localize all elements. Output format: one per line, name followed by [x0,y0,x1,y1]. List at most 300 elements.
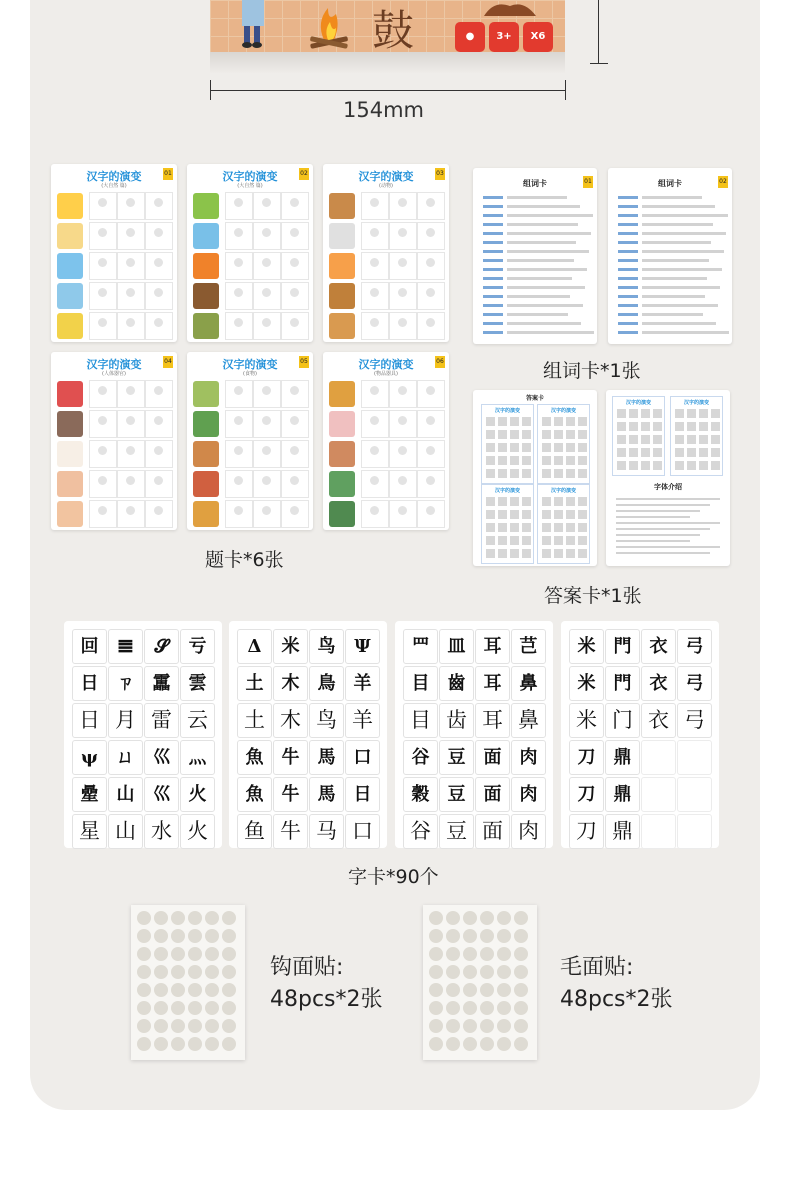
answer-slot[interactable] [417,192,445,220]
answer-mini-cell [498,523,507,532]
char-card[interactable]: 穀 [403,777,438,812]
answer-slot[interactable] [281,222,309,250]
word-line-tag [618,250,638,253]
answer-slot[interactable] [389,222,417,250]
answer-slot[interactable] [253,470,281,498]
answer-mini-cell [522,523,531,532]
answer-slot[interactable] [225,440,253,468]
word-line-tag [483,286,503,289]
char-card[interactable]: 肉 [511,814,546,849]
answer-slot[interactable] [253,410,281,438]
char-card[interactable]: 马 [309,814,344,849]
char-card[interactable]: 馬 [309,740,344,775]
sticker-dot [205,1001,219,1015]
answer-slot[interactable] [145,380,173,408]
answer-slot[interactable] [253,440,281,468]
answer-slot[interactable] [389,312,417,340]
answer-mini-cell [617,409,626,418]
char-card[interactable]: 日 [72,666,107,701]
answer-slot[interactable] [253,500,281,528]
answer-slot[interactable] [361,312,389,340]
answer-slot[interactable] [225,222,253,250]
char-card[interactable]: 山 [108,777,143,812]
char-card[interactable]: 靁 [144,666,179,701]
answer-slot[interactable] [389,282,417,310]
picture-icon [329,193,355,219]
answer-mini-cell [486,549,495,558]
char-card[interactable]: 木 [273,703,308,738]
answer-slot[interactable] [417,222,445,250]
char-card[interactable]: 門 [605,629,640,664]
answer-mini-cell [498,417,507,426]
answer-slot[interactable] [145,222,173,250]
answer-slot[interactable] [117,222,145,250]
char-card[interactable]: 衣 [641,703,676,738]
char-card[interactable]: 皿 [439,629,474,664]
answer-slot[interactable] [281,252,309,280]
sticker-dot [188,929,202,943]
char-card[interactable]: 鼎 [605,740,640,775]
answer-mini-cell [711,422,720,431]
answer-slot[interactable] [225,252,253,280]
answer-mini-cell [542,523,551,532]
answer-mini-cell [498,469,507,478]
char-card[interactable]: 鱼 [237,814,272,849]
question-row [57,380,171,408]
answer-slot[interactable] [361,410,389,438]
answer-mini-cell [687,422,696,431]
char-card[interactable]: 木 [273,666,308,701]
answer-mini-cell [542,443,551,452]
answer-slot[interactable] [225,282,253,310]
char-card[interactable]: 日 [345,777,380,812]
char-card[interactable]: 齒 [439,666,474,701]
answer-mini-cell [542,469,551,478]
char-card[interactable]: 山 [108,814,143,849]
question-row [193,500,307,528]
answer-slot[interactable] [225,410,253,438]
question-card [323,164,449,342]
answer-mini-card [537,484,590,564]
answer-slot[interactable] [389,252,417,280]
word-line-tag [483,322,503,325]
answer-slot[interactable] [281,410,309,438]
answer-slot[interactable] [361,500,389,528]
answer-slot[interactable] [145,500,173,528]
char-card[interactable]: 弓 [677,703,712,738]
answer-slot[interactable] [417,410,445,438]
char-card[interactable]: Ψ [345,629,380,664]
char-card[interactable]: 米 [569,703,604,738]
answer-slot[interactable] [145,192,173,220]
char-card[interactable]: 鸟 [309,629,344,664]
answer-slot[interactable] [117,440,145,468]
answer-slot[interactable] [361,282,389,310]
answer-slot[interactable] [89,282,117,310]
question-card [187,164,313,342]
char-card[interactable]: 弓 [677,666,712,701]
answer-slot[interactable] [89,440,117,468]
width-dimension-tick-left [210,80,211,100]
answer-slot[interactable] [417,282,445,310]
sticker-dot [188,983,202,997]
intro-line [616,528,710,530]
question-card-subtitle: (大自然 篇) [237,183,263,189]
answer-slot[interactable] [253,312,281,340]
sticker-dot [222,947,236,961]
char-card[interactable]: 雷 [144,703,179,738]
char-card[interactable]: 門 [605,666,640,701]
question-row [57,500,171,528]
char-card[interactable]: 火 [180,814,215,849]
char-card[interactable]: 土 [237,666,272,701]
char-card[interactable]: 魚 [237,740,272,775]
answer-slot[interactable] [361,440,389,468]
word-line-tag [483,331,503,334]
answer-slot[interactable] [89,470,117,498]
answer-slot[interactable] [145,470,173,498]
answer-slot[interactable] [417,380,445,408]
answer-slot[interactable] [253,222,281,250]
answer-slot[interactable] [281,282,309,310]
answer-mini-card [612,396,665,476]
answer-slot[interactable] [145,410,173,438]
word-card-2 [608,168,732,344]
answer-mini-cell [554,430,563,439]
word-line-tag [483,304,503,307]
word-cards-caption: 组词卡*1张 [543,360,641,382]
char-card[interactable]: 鸟 [309,703,344,738]
answer-slot[interactable] [389,380,417,408]
answer-mini-cell [554,417,563,426]
answer-mini-cell [498,510,507,519]
char-card[interactable]: 馬 [309,777,344,812]
char-card[interactable]: 口 [345,814,380,849]
answer-slot[interactable] [281,192,309,220]
char-card[interactable]: 谷 [403,814,438,849]
sticker-dot [137,929,151,943]
answer-slot[interactable] [281,380,309,408]
char-card[interactable]: 衣 [641,629,676,664]
answer-mini-cell [653,448,662,457]
answer-slot[interactable] [281,500,309,528]
char-card[interactable]: 鼻 [511,703,546,738]
answer-slot[interactable] [225,500,253,528]
answer-slot[interactable] [253,282,281,310]
char-card[interactable]: 𝌆 [108,629,143,664]
sticker-dot [222,965,236,979]
answer-slot[interactable] [89,380,117,408]
char-card[interactable]: 鼻 [511,666,546,701]
sticker-dot [171,947,185,961]
word-line [507,277,572,280]
char-card[interactable]: 豆 [439,777,474,812]
char-card[interactable]: 米 [569,629,604,664]
answer-slot[interactable] [361,222,389,250]
answer-slot[interactable] [361,192,389,220]
char-card-empty [641,777,676,812]
answer-slot[interactable] [117,192,145,220]
sticker-dot [497,1001,511,1015]
char-card[interactable]: 目 [403,703,438,738]
answer-slot[interactable] [361,470,389,498]
char-card[interactable]: 羊 [345,666,380,701]
question-card-subtitle: (动物) [379,183,393,189]
answer-mini-cell [641,422,650,431]
answer-slot[interactable] [145,312,173,340]
answer-mini-cell [566,497,575,506]
char-card[interactable]: 巛 [144,740,179,775]
char-card[interactable]: 牛 [273,777,308,812]
sticker-dot [480,947,494,961]
word-line-tag [618,313,638,316]
char-card[interactable]: 刀 [569,777,604,812]
answer-slot[interactable] [253,380,281,408]
char-card[interactable]: 米 [569,666,604,701]
question-card-title: 汉字的演变 [358,358,414,371]
question-row [57,252,171,280]
picture-icon [329,283,355,309]
sticker-dot [429,911,443,925]
sticker-dot [171,911,185,925]
answer-slot[interactable] [89,410,117,438]
answer-slot[interactable] [389,192,417,220]
char-card[interactable]: 火 [180,777,215,812]
char-card[interactable]: 面 [475,777,510,812]
answer-slot[interactable] [417,440,445,468]
word-line [642,322,716,325]
char-card[interactable]: 鼎 [605,777,640,812]
char-card[interactable]: 月 [108,703,143,738]
char-card[interactable]: 牛 [273,814,308,849]
answer-mini-cell [542,456,551,465]
char-card[interactable]: 面 [475,814,510,849]
answer-card-back [606,390,730,566]
answer-mini-cell [675,461,684,470]
char-card[interactable]: 罒 [403,629,438,664]
answer-mini-cell [578,456,587,465]
answer-slot[interactable] [117,282,145,310]
answer-slot[interactable] [117,380,145,408]
char-card[interactable]: 亏 [180,629,215,664]
answer-slot[interactable] [417,312,445,340]
answer-slot[interactable] [389,410,417,438]
char-card[interactable]: 目 [403,666,438,701]
answer-slot[interactable] [117,312,145,340]
char-card[interactable]: 鼎 [605,814,640,849]
intro-line [616,546,720,548]
answer-slot[interactable] [89,500,117,528]
sticker-dot [429,947,443,961]
answer-mini-cell [554,497,563,506]
char-card[interactable]: 面 [475,740,510,775]
word-line-tag [483,268,503,271]
answer-mini-cell [641,448,650,457]
word-line-tag [483,313,503,316]
answer-slot[interactable] [417,252,445,280]
answer-mini-cell [675,409,684,418]
answer-mini-card [670,396,723,476]
word-line [642,286,720,289]
loop-sticker-label [560,952,673,1016]
answer-slot[interactable] [281,312,309,340]
answer-mini-title: 汉字的演变 [550,408,576,414]
question-row [329,410,443,438]
char-card[interactable]: 𝓢 [144,629,179,664]
sticker-dot [463,947,477,961]
char-card[interactable]: 耳 [475,703,510,738]
question-row [57,470,171,498]
char-card[interactable]: 羊 [345,703,380,738]
char-card[interactable]: ψ [72,740,107,775]
char-card-sheet [229,621,387,848]
answer-slot[interactable] [389,500,417,528]
char-card[interactable]: 水 [144,814,179,849]
answer-slot[interactable] [253,252,281,280]
char-card[interactable]: 齿 [439,703,474,738]
answer-slot[interactable] [145,282,173,310]
answer-mini-cell [522,417,531,426]
char-card[interactable]: 魚 [237,777,272,812]
answer-mini-cell [554,510,563,519]
char-card[interactable]: 口 [345,740,380,775]
answer-mini-cell [629,461,638,470]
char-card[interactable]: 雲 [180,666,215,701]
char-card[interactable]: 耳 [475,629,510,664]
char-card[interactable]: 灬 [180,740,215,775]
question-card-number: 01 [163,168,173,180]
answer-mini-cell [699,422,708,431]
question-row [329,380,443,408]
sticker-dot [205,947,219,961]
sticker-dot [463,1001,477,1015]
char-card[interactable]: 巛 [144,777,179,812]
char-card[interactable]: 云 [180,703,215,738]
word-line [642,241,711,244]
answer-mini-cell [510,430,519,439]
char-card[interactable]: 回 [72,629,107,664]
answer-slot[interactable] [281,440,309,468]
char-card[interactable]: 刀 [569,814,604,849]
char-card[interactable]: ㄩ [108,740,143,775]
answer-slot[interactable] [225,470,253,498]
answer-slot[interactable] [281,470,309,498]
char-card[interactable]: Δ [237,629,272,664]
answer-slot[interactable] [89,222,117,250]
answer-mini-cell [617,448,626,457]
char-card[interactable]: 衣 [641,666,676,701]
answer-slot[interactable] [417,500,445,528]
char-card-empty [641,814,676,849]
char-card[interactable]: 芑 [511,629,546,664]
char-card-empty [677,814,712,849]
word-line-tag [483,205,503,208]
answer-mini-cell [510,456,519,465]
sticker-dot [497,965,511,979]
answer-mini-cell [522,456,531,465]
answer-slot[interactable] [117,500,145,528]
answer-slot[interactable] [225,312,253,340]
answer-slot[interactable] [117,252,145,280]
char-card[interactable]: ㄗ [108,666,143,701]
answer-mini-cell [486,443,495,452]
sticker-dot [497,911,511,925]
char-card[interactable]: 刀 [569,740,604,775]
question-row [193,282,307,310]
sticker-dot [446,1001,460,1015]
answer-mini-cell [566,456,575,465]
answer-slot[interactable] [89,252,117,280]
answer-slot[interactable] [225,380,253,408]
answer-mini-cell [554,549,563,558]
answer-slot[interactable] [253,192,281,220]
sticker-dot [463,929,477,943]
answer-mini-cell [522,497,531,506]
answer-slot[interactable] [89,192,117,220]
sticker-dot [205,911,219,925]
word-line-tag [618,214,638,217]
char-card[interactable]: 耳 [475,666,510,701]
sticker-dot [205,929,219,943]
char-card[interactable]: 日 [72,703,107,738]
answer-mini-cell [486,523,495,532]
char-card[interactable]: 牛 [273,740,308,775]
char-card[interactable]: 肉 [511,777,546,812]
answer-mini-cell [578,549,587,558]
answer-slot[interactable] [117,410,145,438]
word-line [642,196,702,199]
char-card[interactable]: 弓 [677,629,712,664]
sticker-dot [188,1037,202,1051]
char-card[interactable]: 米 [273,629,308,664]
char-card[interactable]: 谷 [403,740,438,775]
answer-mini-cell [566,417,575,426]
answer-mini-title: 汉字的演变 [625,400,651,406]
answer-slot[interactable] [389,440,417,468]
sticker-dot [205,983,219,997]
answer-slot[interactable] [145,440,173,468]
answer-mini-cell [578,430,587,439]
question-row [193,380,307,408]
answer-slot[interactable] [389,470,417,498]
picture-icon [57,381,83,407]
char-card[interactable]: 曐 [72,777,107,812]
char-card[interactable]: 星 [72,814,107,849]
answer-mini-cell [486,456,495,465]
sticker-dot [222,1037,236,1051]
char-card[interactable]: 土 [237,703,272,738]
picture-icon [57,223,83,249]
sticker-dot [188,1019,202,1033]
answer-mini-cell [522,469,531,478]
answer-slot[interactable] [361,252,389,280]
answer-slot[interactable] [225,192,253,220]
char-card[interactable]: 豆 [439,740,474,775]
sticker-dot [463,1019,477,1033]
answer-mini-cell [542,497,551,506]
answer-slot[interactable] [361,380,389,408]
answer-slot[interactable] [89,312,117,340]
answer-slot[interactable] [417,470,445,498]
answer-slot[interactable] [117,470,145,498]
char-card[interactable]: 门 [605,703,640,738]
answer-mini-cell [498,549,507,558]
char-card[interactable]: 肉 [511,740,546,775]
char-card[interactable]: 豆 [439,814,474,849]
char-card-sheet [561,621,719,848]
char-card[interactable]: 鳥 [309,666,344,701]
answer-slot[interactable] [145,252,173,280]
